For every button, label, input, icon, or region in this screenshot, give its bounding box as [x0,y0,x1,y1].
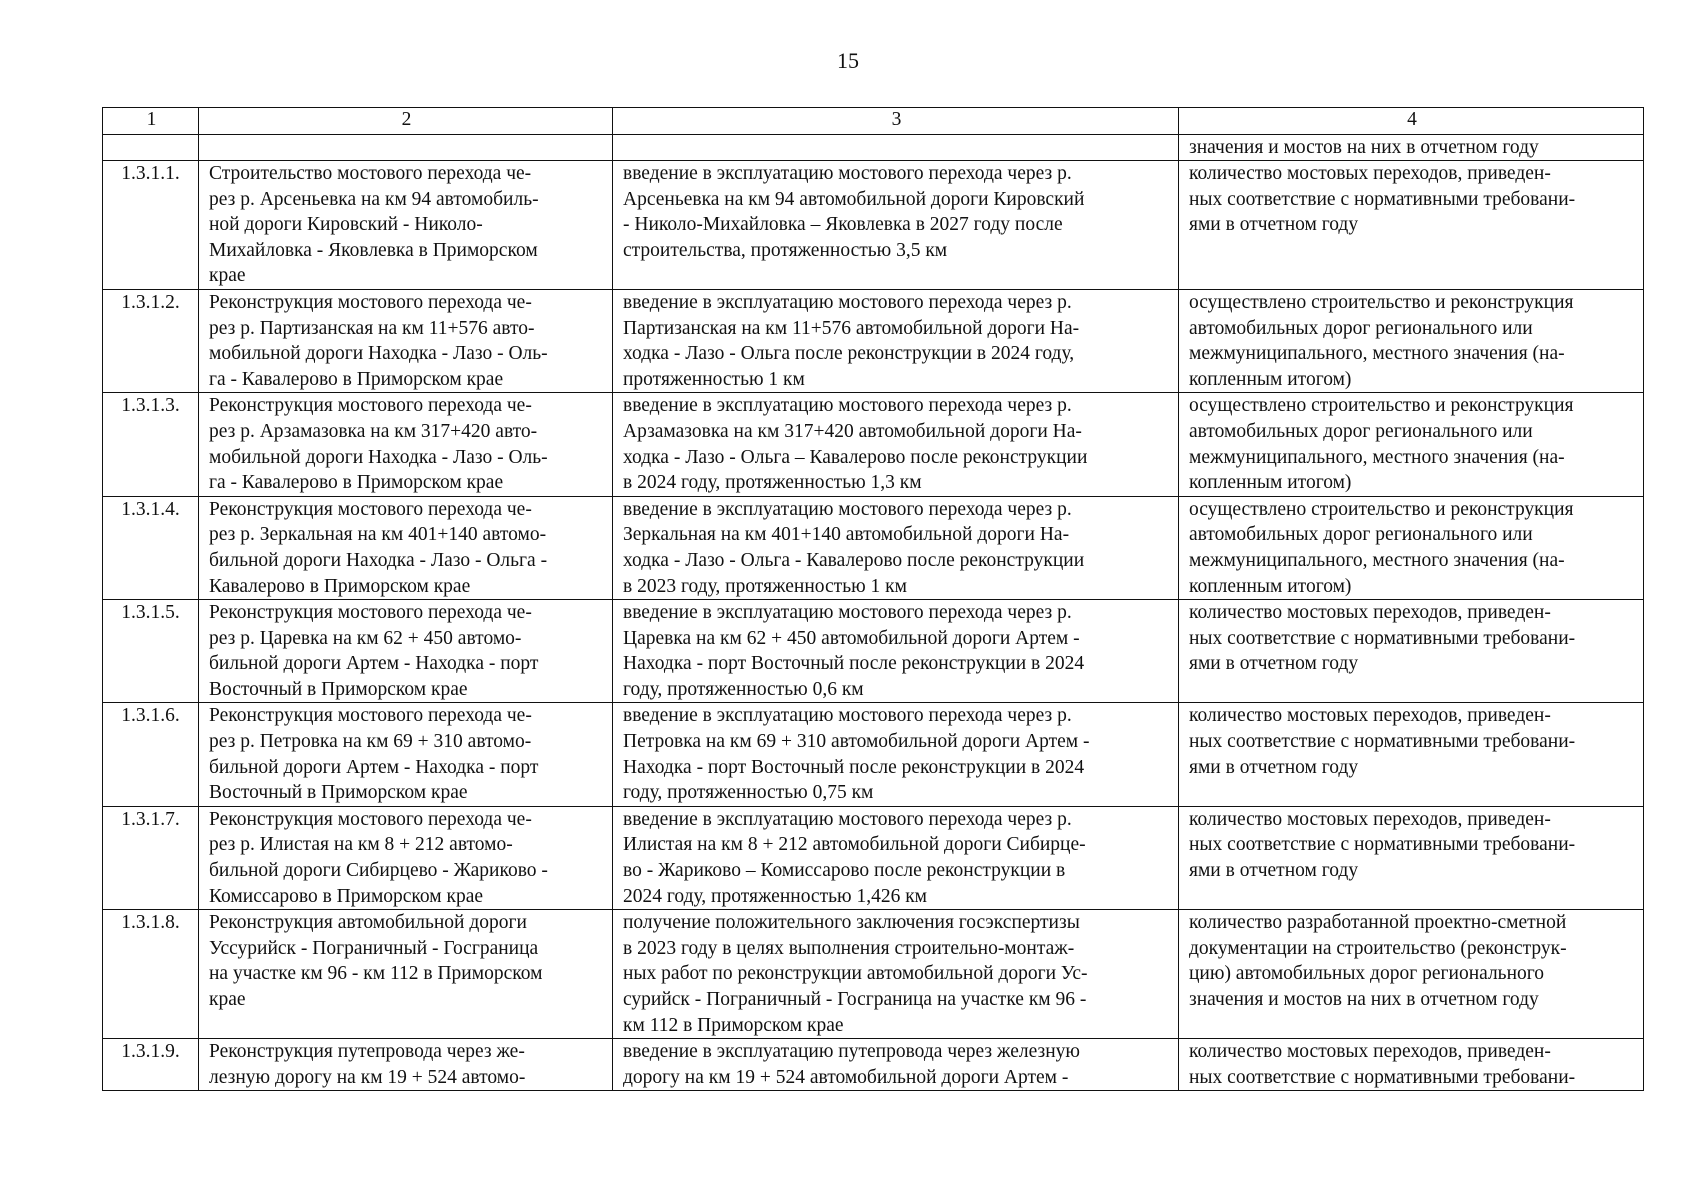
measure-name-cell: Реконструкция мостового перехода че- рез р. Царевка на км 62 + 450 автомо- бильной дороги Артем - Находка - порт Восточный в Приморском крае [199,600,613,703]
table-row [103,703,1644,806]
measure-number-cell: 1.3.1.2. [103,289,199,392]
column-header-3: 3 [613,108,1179,135]
table-row [103,496,1644,599]
measure-indicator-cell: осуществлено строительство и реконструкция автомобильных дорог регионального или межмуниципального, местного значения (на- копленным итогом) [1179,393,1644,496]
measure-indicator-cell: количество мостовых переходов, приведен- ных соответствие с нормативными требовани- [1179,1039,1644,1091]
continuation-name-cell [199,135,613,161]
measure-result-cell: введение в эксплуатацию мостового перехода через р. Зеркальная на км 401+140 автомобильной дороги На- ходка - Лазо - Ольга - Кавалерово после реконструкции в 2023 году, протяженностью 1 км [613,496,1179,599]
continuation-result-cell [613,135,1179,161]
continuation-num-cell [103,135,199,161]
measure-number-cell: 1.3.1.4. [103,496,199,599]
measure-number-cell: 1.3.1.7. [103,806,199,909]
measure-result-cell: введение в эксплуатацию мостового перехода через р. Партизанская на км 11+576 автомобильной дороги На- ходка - Лазо - Ольга после реконструкции в 2024 году, протяженностью 1 км [613,289,1179,392]
measure-number-cell: 1.3.1.3. [103,393,199,496]
measure-result-cell: введение в эксплуатацию мостового перехода через р. Царевка на км 62 + 450 автомобильной дороги Артем - Находка - порт Восточный после реконструкции в 2024 году, протяженностью 0,6 км [613,600,1179,703]
table-row [103,289,1644,392]
measure-indicator-cell: количество разработанной проектно-сметной документации на строительство (реконструк- цию) автомобильных дорог регионального значения и мостов на них в отчетном году [1179,910,1644,1039]
measure-number-cell: 1.3.1.5. [103,600,199,703]
table-row [103,806,1644,909]
column-header-1: 1 [103,108,199,135]
column-header-4: 4 [1179,108,1644,135]
measure-result-cell: получение положительного заключения госэкспертизы в 2023 году в целях выполнения строительно-монтаж- ных работ по реконструкции автомобильной дороги Ус- сурийск - Пограничный - Госграница на участке км 96 - км 112 в Приморском крае [613,910,1179,1039]
measure-indicator-cell: количество мостовых переходов, приведен- ных соответствие с нормативными требовани- ями в отчетном году [1179,161,1644,290]
measure-indicator-cell: осуществлено строительство и реконструкция автомобильных дорог регионального или межмуниципального, местного значения (на- копленным итогом) [1179,496,1644,599]
table-row [103,910,1644,1039]
measure-result-cell: введение в эксплуатацию мостового перехода через р. Арзамазовка на км 317+420 автомобильной дороги На- ходка - Лазо - Ольга – Кавалерово после реконструкции в 2024 году, протяженностью 1,3 км [613,393,1179,496]
measure-indicator-cell: количество мостовых переходов, приведен- ных соответствие с нормативными требовани- ями в отчетном году [1179,600,1644,703]
table-row [103,393,1644,496]
measure-result-cell: введение в эксплуатацию путепровода через железную дорогу на км 19 + 524 автомобильной дороги Артем - [613,1039,1179,1091]
measure-name-cell: Реконструкция мостового перехода че- рез р. Арзамазовка на км 317+420 авто- мобильной дороги Находка - Лазо - Оль- га - Кавалерово в Приморском крае [199,393,613,496]
page-number: 15 [837,48,859,73]
measure-number-cell: 1.3.1.6. [103,703,199,806]
measure-number-cell: 1.3.1.8. [103,910,199,1039]
measure-number-cell: 1.3.1.1. [103,161,199,290]
measure-name-cell: Реконструкция мостового перехода че- рез р. Илистая на км 8 + 212 автомо- бильной дороги Сибирцево - Жариково - Комиссарово в Приморском крае [199,806,613,909]
measure-result-cell: введение в эксплуатацию мостового перехода через р. Арсеньевка на км 94 автомобильной дороги Кировский - Николо-Михайловка – Яковлевка в 2027 году после строительства, протяженностью 3,5 км [613,161,1179,290]
measure-name-cell: Реконструкция автомобильной дороги Уссурийск - Пограничный - Госграница на участке км 96 - км 112 в Приморском крае [199,910,613,1039]
measure-indicator-cell: количество мостовых переходов, приведен- ных соответствие с нормативными требовани- ями в отчетном году [1179,703,1644,806]
measure-name-cell: Реконструкция мостового перехода че- рез р. Партизанская на км 11+576 авто- мобильной дороги Находка - Лазо - Оль- га - Кавалерово в Приморском крае [199,289,613,392]
measure-indicator-cell: осуществлено строительство и реконструкция автомобильных дорог регионального или межмуниципального, местного значения (на- копленным итогом) [1179,289,1644,392]
measure-name-cell: Реконструкция путепровода через же- лезную дорогу на км 19 + 524 автомо- [199,1039,613,1091]
column-header-2: 2 [199,108,613,135]
continuation-row [103,135,1644,161]
measure-name-cell: Реконструкция мостового перехода че- рез р. Петровка на км 69 + 310 автомо- бильной дороги Артем - Находка - порт Восточный в Приморском крае [199,703,613,806]
measure-result-cell: введение в эксплуатацию мостового перехода через р. Илистая на км 8 + 212 автомобильной дороги Сибирце- во - Жариково – Комиссарово после реконструкции в 2024 году, протяженностью 1,426 км [613,806,1179,909]
measure-name-cell: Строительство мостового перехода че- рез р. Арсеньевка на км 94 автомобиль- ной дороги Кировский - Николо- Михайловка - Яковлевка в Приморском крае [199,161,613,290]
table-row [103,1039,1644,1091]
table-row [103,161,1644,290]
column-number-header-row [103,108,1644,135]
program-measures-table [102,107,1644,1091]
measure-indicator-cell: количество мостовых переходов, приведен- ных соответствие с нормативными требовани- ями в отчетном году [1179,806,1644,909]
continuation-indicator-cell: значения и мостов на них в отчетном году [1179,135,1644,161]
table-row [103,600,1644,703]
measure-name-cell: Реконструкция мостового перехода че- рез р. Зеркальная на км 401+140 автомо- бильной дороги Находка - Лазо - Ольга - Кавалерово в Приморском крае [199,496,613,599]
measure-number-cell: 1.3.1.9. [103,1039,199,1091]
measure-result-cell: введение в эксплуатацию мостового перехода через р. Петровка на км 69 + 310 автомобильной дороги Артем - Находка - порт Восточный после реконструкции в 2024 году, протяженностью 0,75 км [613,703,1179,806]
